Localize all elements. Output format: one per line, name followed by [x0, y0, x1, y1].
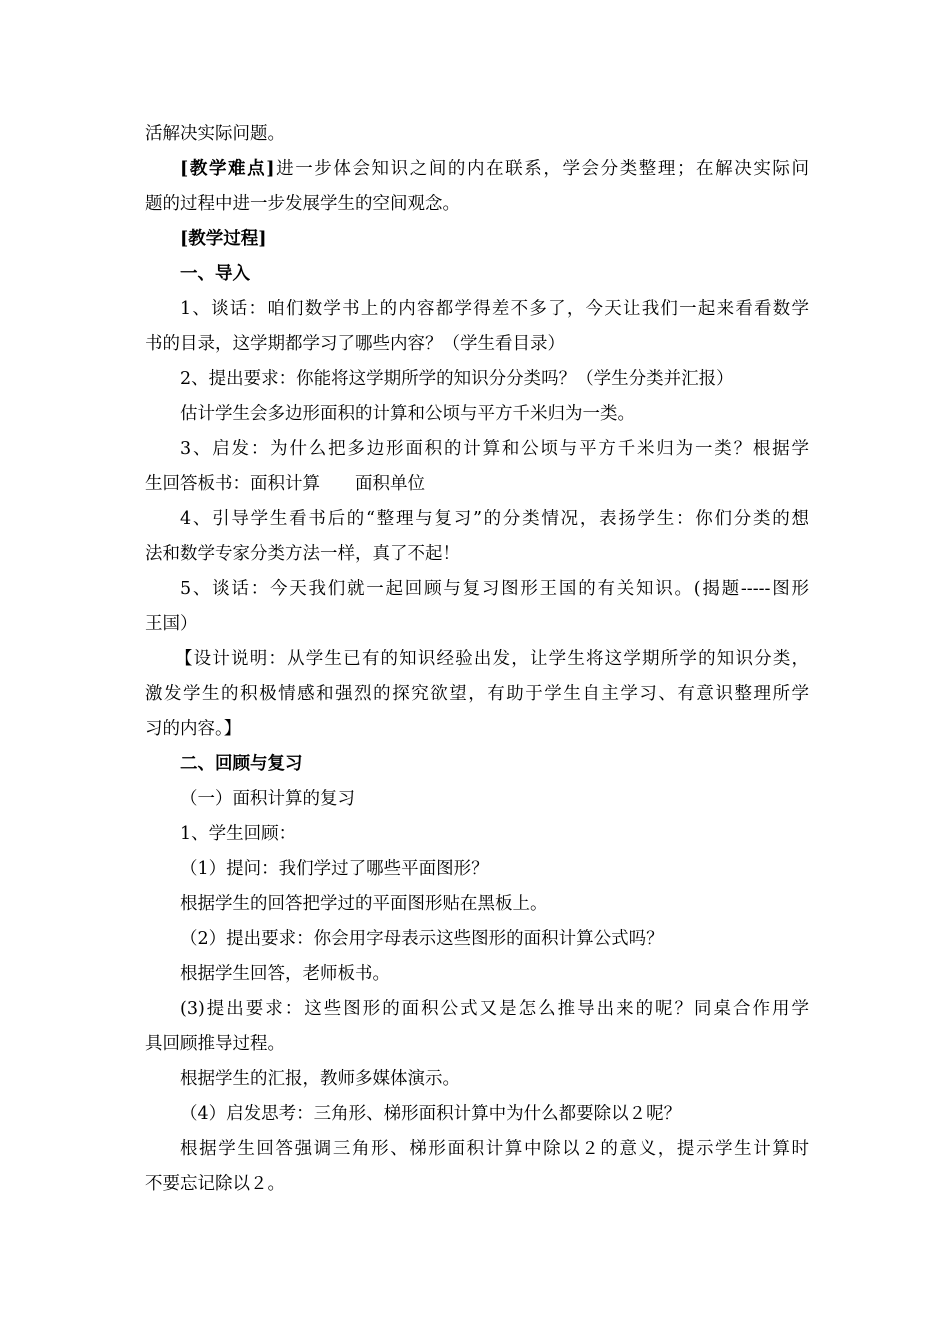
paragraph-line: 1、学生回顾： [180, 824, 297, 844]
paragraph-line: 根据学生回答，老师板书。 [180, 964, 390, 984]
paragraph-line: 具回顾推导过程。 [145, 1034, 285, 1054]
paragraph-line: 根据学生回答强调三角形、梯形面积计算中除以２的意义，提示学生计算时 [180, 1139, 809, 1159]
difficulty-line [145, 152, 809, 187]
paragraph-line: 书的目录，这学期都学习了哪些内容？（学生看目录） [145, 334, 565, 354]
paragraph-line: 3、启发：为什么把多边形面积的计算和公顷与平方千米归为一类？根据学 [180, 439, 809, 459]
section-heading: 二、回顾与复习 [180, 754, 303, 774]
paragraph-line: (3)提出要求：这些图形的面积公式又是怎么推导出来的呢？同桌合作用学 [180, 999, 809, 1019]
difficulty-heading: [教学难点] [180, 159, 275, 179]
paragraph-line: 2、提出要求：你能将这学期所学的知识分分类吗？（学生分类并汇报） [180, 369, 734, 389]
section-heading: [教学过程] [180, 229, 267, 249]
paragraph-line: 法和数学专家分类方法一样，真了不起！ [145, 544, 460, 564]
design-note-line: 【设计说明：从学生已有的知识经验出发，让学生将这学期所学的知识分类， [175, 649, 809, 669]
paragraph-line: 不要忘记除以２。 [145, 1174, 285, 1194]
paragraph-line: 题的过程中进一步发展学生的空间观念。 [145, 194, 460, 214]
design-note-line: 习的内容。】 [145, 719, 242, 739]
document-body [145, 117, 809, 1202]
paragraph-line: （4）启发思考：三角形、梯形面积计算中为什么都要除以２呢？ [180, 1104, 682, 1124]
paragraph-line: （2）提出要求：你会用字母表示这些图形的面积计算公式吗？ [180, 929, 664, 949]
paragraph-line: 王国） [145, 614, 198, 634]
difficulty-text: 进一步体会知识之间的内在联系，学会分类整理；在解决实际问 [274, 159, 809, 179]
design-note-line: 激发学生的积极情感和强烈的探究欲望，有助于学生自主学习、有意识整理所学 [145, 684, 809, 704]
paragraph-line: 活解决实际问题。 [145, 124, 285, 144]
paragraph-line: （1）提问：我们学过了哪些平面图形？ [180, 859, 489, 879]
subsection-heading: （一）面积计算的复习 [180, 789, 355, 809]
paragraph-line: 生回答板书：面积计算 面积单位 [145, 474, 425, 494]
paragraph-line: 估计学生会多边形面积的计算和公顷与平方千米归为一类。 [180, 404, 635, 424]
paragraph-line: 根据学生的回答把学过的平面图形贴在黑板上。 [180, 894, 548, 914]
section-heading: 一、导入 [180, 264, 250, 284]
paragraph-line: 5、谈话：今天我们就一起回顾与复习图形王国的有关知识。(揭题-----图形 [180, 579, 809, 599]
paragraph-line: 4、引导学生看书后的“整理与复习”的分类情况，表扬学生：你们分类的想 [180, 509, 809, 529]
paragraph-line: 根据学生的汇报，教师多媒体演示。 [180, 1069, 460, 1089]
paragraph-line: 1、谈话：咱们数学书上的内容都学得差不多了，今天让我们一起来看看数学 [180, 299, 809, 319]
